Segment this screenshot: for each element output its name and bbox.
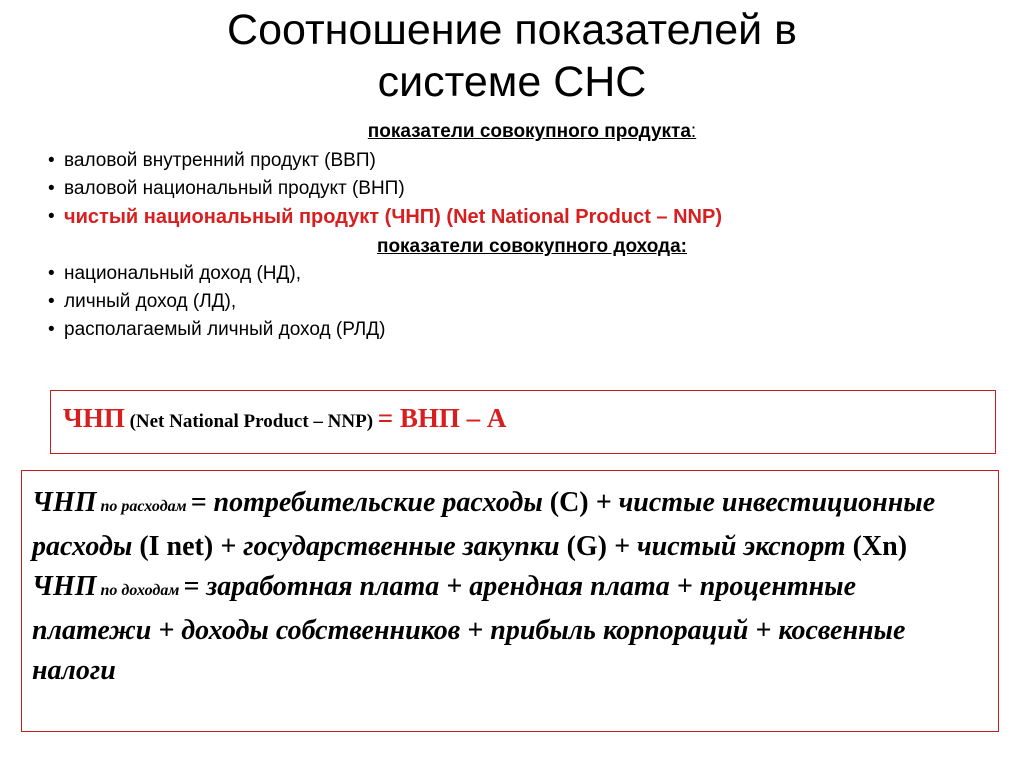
income-indicators-list bbox=[48, 260, 385, 344]
expenditure-term-g: (G) bbox=[566, 531, 608, 562]
slide-title-line-1: Соотношение показателей в bbox=[227, 6, 797, 54]
expenditure-label: ЧНП bbox=[32, 487, 97, 518]
bullet-icon: • bbox=[48, 150, 55, 171]
income-indicators-heading: показатели совокупного дохода: bbox=[376, 236, 688, 257]
list-item-text: располагаемый личный доход (РЛД) bbox=[64, 319, 386, 340]
list-item bbox=[48, 175, 722, 203]
formula-lhs: ЧНП bbox=[63, 403, 125, 433]
expenditure-text-1: = потребительские расходы bbox=[190, 487, 550, 518]
expenditure-term-c: (С) bbox=[549, 487, 589, 518]
slide-title-line-2: системе СНС bbox=[377, 58, 647, 106]
expenditure-text-2: + чистые инвестиционные расходы bbox=[32, 487, 936, 562]
expenditure-term-i: (I net) bbox=[139, 531, 214, 562]
list-item-text: личный доход (ЛД), bbox=[64, 291, 237, 312]
list-item bbox=[48, 316, 385, 344]
nnp-calculation-text bbox=[32, 483, 982, 691]
list-item bbox=[48, 147, 722, 175]
income-subscript: по доходам bbox=[96, 582, 184, 599]
list-item-text: чистый национальный продукт (ЧНП) (Net National Product – NNP) bbox=[64, 206, 722, 228]
list-item bbox=[48, 260, 385, 288]
slide-title bbox=[0, 4, 1024, 108]
income-label: ЧНП bbox=[32, 571, 97, 602]
bullet-icon: • bbox=[48, 206, 55, 227]
list-item bbox=[48, 288, 385, 316]
nnp-formula-box bbox=[50, 390, 996, 454]
expenditure-term-x: (Xn) bbox=[852, 531, 908, 562]
list-item-text: валовой внутренний продукт (ВВП) bbox=[64, 150, 376, 171]
product-heading-text: показатели совокупного продукта bbox=[367, 121, 691, 142]
bullet-icon: • bbox=[48, 263, 55, 284]
list-item-text: национальный доход (НД), bbox=[64, 263, 301, 284]
income-text: = заработная плата + арендная плата + процентные платежи + доходы собственников + прибыль корпораций + косвенные налоги bbox=[32, 571, 906, 686]
product-heading-colon: : bbox=[690, 121, 697, 142]
formula-note: (Net National Product – NNP) bbox=[124, 411, 378, 432]
list-item-text: валовой национальный продукт (ВНП) bbox=[64, 178, 405, 199]
nnp-formula bbox=[63, 403, 506, 434]
product-indicators-list bbox=[48, 147, 722, 232]
bullet-icon: • bbox=[48, 319, 55, 340]
bullet-icon: • bbox=[48, 178, 55, 199]
expenditure-text-4: + чистый экспорт bbox=[607, 531, 853, 562]
expenditure-subscript: по расходам bbox=[96, 498, 191, 515]
product-indicators-heading bbox=[0, 121, 1024, 143]
nnp-calculation-box bbox=[21, 470, 999, 732]
list-item-highlighted bbox=[48, 203, 722, 232]
formula-rhs: = ВНП – А bbox=[377, 403, 507, 433]
expenditure-text-3: + государственные закупки bbox=[213, 531, 567, 562]
bullet-icon: • bbox=[48, 291, 55, 312]
